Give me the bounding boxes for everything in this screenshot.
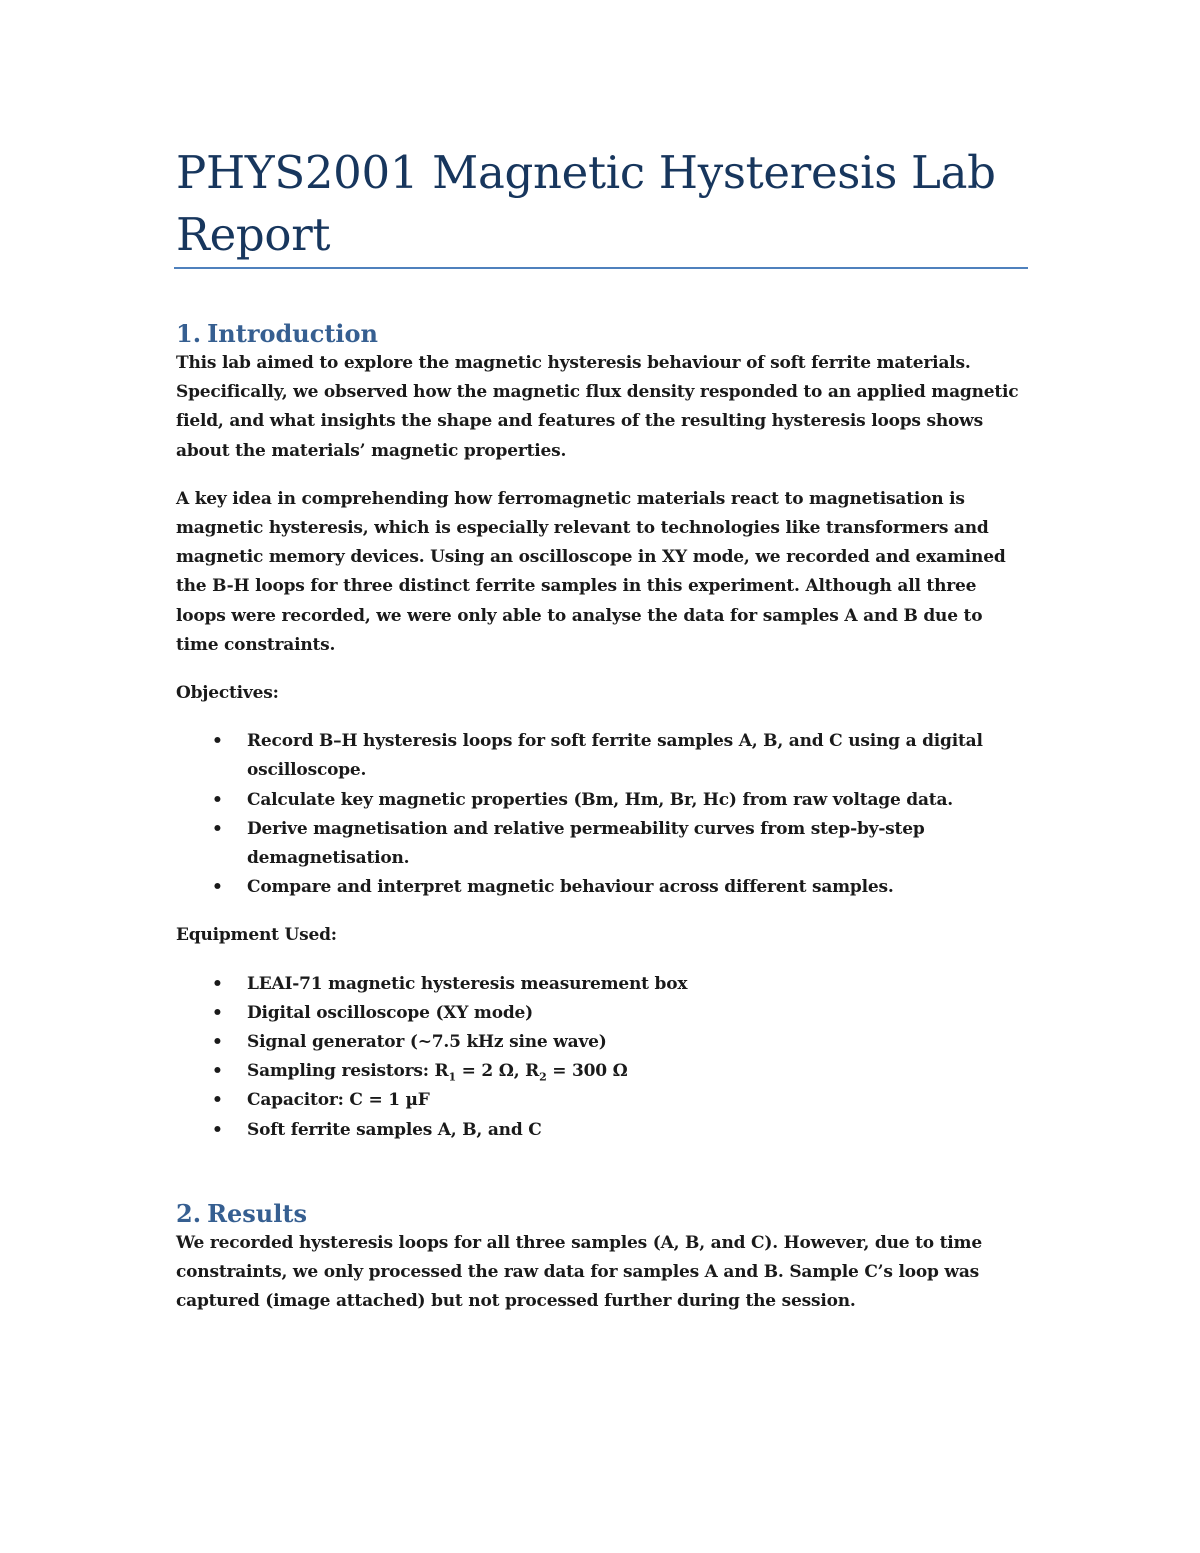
resistors-text — [247, 1061, 628, 1084]
equipment-text: Digital oscilloscope (XY mode) — [247, 1002, 534, 1023]
bullet-icon: • — [212, 877, 223, 898]
list-item — [176, 970, 1028, 999]
resistors-prefix: Sampling resistors: R — [247, 1061, 449, 1082]
resistor-2-subscript: 2 — [539, 1070, 547, 1084]
bullet-icon: • — [212, 1032, 223, 1053]
bullet-icon: • — [212, 1061, 223, 1082]
objective-text: Record B–H hysteresis loops for soft ferrite samples A, B, and C using a digital oscilloscope. — [247, 731, 983, 781]
objective-text: Derive magnetisation and relative permeability curves from step-by-step demagnetisation. — [247, 818, 925, 869]
equipment-list — [176, 970, 1028, 1145]
list-item — [176, 1116, 1028, 1145]
bullet-icon: • — [212, 818, 223, 839]
results-number: 2. — [176, 1199, 202, 1228]
list-item — [176, 1028, 1028, 1057]
introduction-number: 1. — [176, 319, 202, 348]
objective-text: Compare and interpret magnetic behaviour across different samples. — [247, 877, 894, 898]
bullet-icon: • — [212, 731, 223, 752]
objectives-label: Objectives: — [176, 683, 279, 704]
bullet-icon: • — [212, 1119, 223, 1140]
list-item — [176, 1057, 1028, 1086]
equipment-text: LEAI-71 magnetic hysteresis measurement box — [247, 973, 688, 994]
results-section — [176, 1199, 1028, 1336]
introduction-title: Introduction — [207, 319, 378, 348]
bullet-icon: • — [212, 789, 223, 810]
list-item — [176, 727, 1028, 785]
equipment-text: Signal generator (~7.5 kHz sine wave) — [247, 1032, 607, 1053]
list-item — [176, 815, 1028, 873]
equipment-label: Equipment Used: — [176, 925, 337, 946]
results-paragraph-1: We recorded hysteresis loops for all three samples (A, B, and C). However, due to time constraints, we only processed the raw data for samples A and B. Sample C’s loop was captured (image attached) but not processed further during the session. — [176, 1233, 982, 1312]
resistors-suffix: = 300 Ω — [546, 1061, 628, 1082]
objectives-list — [176, 727, 1028, 902]
equipment-text: Soft ferrite samples A, B, and C — [247, 1119, 542, 1140]
introduction-paragraph-2: A key idea in comprehending how ferromagnetic materials react to magnetisation is magnetic hysteresis, which is especially relevant to technologies like transformers and magnetic memory devices. Using an oscilloscope in XY mode, we recorded and examined the B-H loops for three distinct ferrite samples in this experiment. Although all three loops were recorded, we were only able to analyse the data for samples A and B due to time constraints. — [176, 488, 1006, 655]
bullet-icon: • — [212, 1002, 223, 1023]
resistor-1-subscript: 1 — [448, 1070, 456, 1084]
results-title: Results — [207, 1199, 307, 1228]
list-item — [176, 999, 1028, 1028]
list-item — [176, 786, 1028, 815]
bullet-icon: • — [212, 1090, 223, 1111]
introduction-paragraph-1: This lab aimed to explore the magnetic hysteresis behaviour of soft ferrite materials. Specifically, we observed how the magnetic flux density responded to an applied magnetic field, and what insights the shape and features of the resulting hysteresis loops shows about the materials’ magnetic properties. — [176, 353, 1019, 461]
title-underline — [174, 267, 1028, 269]
list-item — [176, 873, 1028, 902]
objective-text: Calculate key magnetic properties (Bm, Hm, Br, Hc) from raw voltage data. — [247, 789, 953, 810]
results-heading — [176, 1199, 1028, 1229]
document-title: PHYS2001 Magnetic Hysteresis Lab Report — [176, 146, 996, 261]
introduction-section — [176, 319, 1028, 1164]
bullet-icon: • — [212, 973, 223, 994]
introduction-heading — [176, 319, 1028, 349]
list-item — [176, 1086, 1028, 1115]
equipment-text: Capacitor: C = 1 µF — [247, 1090, 430, 1111]
resistors-mid: = 2 Ω, R — [455, 1061, 540, 1082]
